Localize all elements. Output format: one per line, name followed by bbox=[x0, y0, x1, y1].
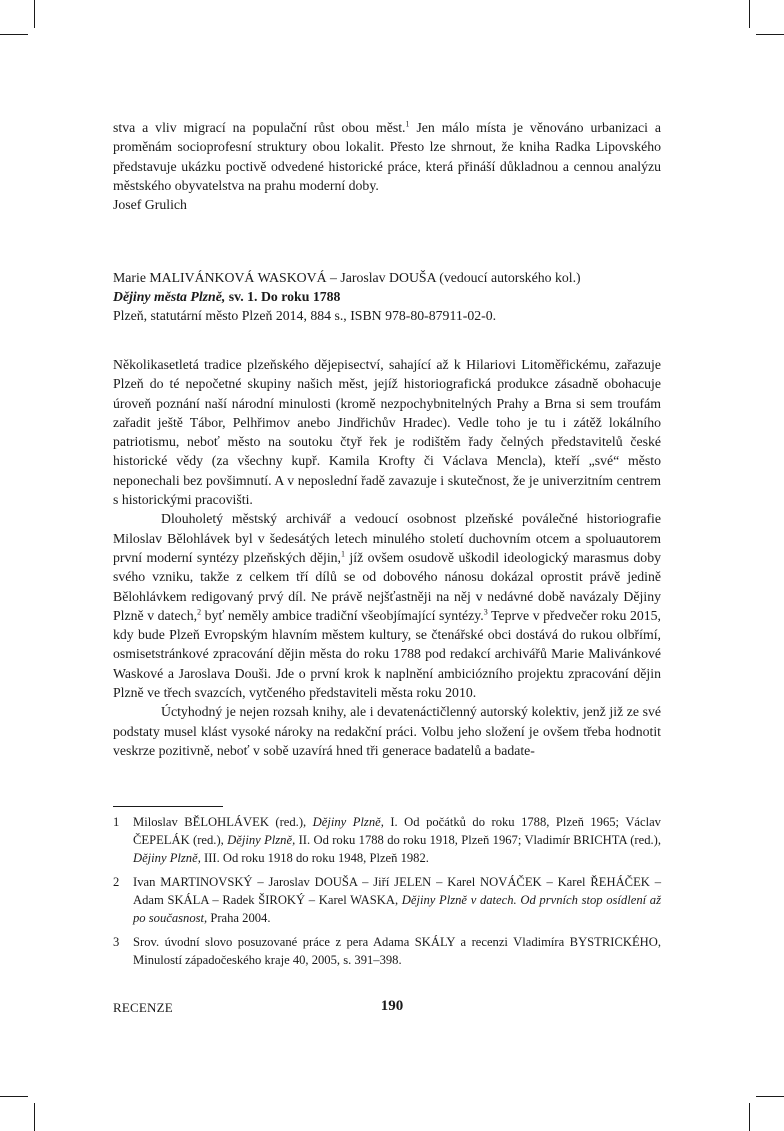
section-label: RECENZE bbox=[113, 1000, 173, 1015]
book-title-line bbox=[113, 287, 661, 306]
page-number: 190 bbox=[380, 998, 404, 1014]
review-bibliographic-entry bbox=[113, 268, 661, 325]
footnote-ref: 2 bbox=[197, 607, 202, 617]
crop-mark-top-right bbox=[749, 0, 750, 28]
footnote bbox=[113, 873, 661, 927]
review-body bbox=[113, 355, 661, 760]
footnote-separator bbox=[113, 806, 223, 807]
footnote-number: 3 bbox=[113, 935, 120, 949]
footnote-text: Miloslav BĚLOHLÁVEK (red.), Dějiny Plzně, I. Od počátků do roku 1788, Plzeň 1965; Václav ČEPELÁK (red.), Dějiny Plzně, II. Od roku 1788 do roku 1918, Plzeň 1967; Vladimír BRICHTA (red.), Dějiny Plzně, III. Od roku 1918 do roku 1948, Plzeň 1982. bbox=[133, 815, 661, 865]
crop-mark-right-bottom bbox=[756, 1096, 784, 1097]
footnote-text: Srov. úvodní slovo posuzované práce z pera Adama SKÁLY a recenzi Vladimíra BYSTRICKÉHO, Minulostí západočeského kraje 40, 2005, s. 391–398. bbox=[133, 935, 661, 967]
footnote bbox=[113, 813, 661, 867]
footnote-number: 2 bbox=[113, 875, 120, 889]
footnotes bbox=[113, 813, 661, 975]
review-paragraph: Několikasetletá tradice plzeňského dějepisectví, sahající až k Hilariovi Litoměřickému, zařazuje Plzeň do té nepočetné skupiny našich měst, jejíž historiografická produkce zásadně obohacuje úroveň poznání naší národní minulosti (kromě nezpochybnitelných Prahy a Brna si sem troufám zařadit ještě Tábor, Pelhřimov anebo Jindřichův Hradec). Vedle toho je tu i zátěž lokálního patriotismu, neboť město na soutoku čtyř řek je rodištěm řady čelných představitelů české historické vědy (za všechny kupř. Kamila Krofty či Václava Mencla), kteří „své“ město neponechali bez povšimnutí. A v neposlední řadě zavazuje i skutečnost, že je univerzitním centrem s historickými pracovišti. bbox=[113, 357, 661, 508]
footnote-number: 1 bbox=[113, 815, 120, 829]
footnote-ref: 1 bbox=[405, 119, 410, 129]
book-publication: Plzeň, statutární město Plzeň 2014, 884 s., ISBN 978-80-87911-02-0. bbox=[113, 308, 497, 323]
crop-mark-bottom-right bbox=[749, 1103, 750, 1131]
crop-mark-left-bottom bbox=[0, 1096, 28, 1097]
previous-review-paragraph: stva a vliv migrací na populační růst obou měst.$^1$ Jen málo místa je věnováno urbanizaci a proměnám socioprofesní struktury obou lokalit. Přesto lze shrnout, že kniha Radka Lipovského představuje ukázku poctivě odvedené historické práce, která přináší důkladnou a cennou analýzu městského obyvatelstva na prahu moderní doby. bbox=[113, 119, 661, 193]
crop-mark-bottom-left bbox=[34, 1103, 35, 1131]
book-title: Dějiny města Plzně, bbox=[113, 289, 226, 304]
review-signature: Josef Grulich bbox=[113, 197, 187, 213]
book-volume: sv. 1. Do roku 1788 bbox=[228, 289, 341, 304]
book-authors: Marie MALIVÁNKOVÁ WASKOVÁ – Jaroslav DOUŠA (vedoucí autorského kol.) bbox=[113, 270, 581, 285]
footnote bbox=[113, 933, 661, 969]
footnote-ref: 3 bbox=[483, 607, 488, 617]
previous-review-ending bbox=[113, 118, 661, 214]
footnote-ref: 1 bbox=[341, 549, 345, 559]
review-paragraph: Úctyhodný je nejen rozsah knihy, ale i devatenáctičlenný autorský kolektiv, jenž již ze své podstaty musel klást vysoké nároky na redakční práci. Volbu jeho složení je ovšem třeba hodnotit veskrze pozitivně, neboť v sobě uzavírá hned tři generace badatelů a badate- bbox=[113, 704, 661, 758]
footnote-text: Ivan MARTINOVSKÝ – Jaroslav DOUŠA – Jiří JELEN – Karel NOVÁČEK – Karel ŘEHÁČEK – Adam SKÁLA – Radek ŠIROKÝ – Karel WASKA, Dějiny Plzně v datech. Od prvních stop osídlení až po současnost, Praha 2004. bbox=[133, 875, 661, 925]
crop-mark-top-left bbox=[34, 0, 35, 28]
review-paragraph: Dlouholetý městský archivář a vedoucí osobnost plzeňské poválečné historiografie Miloslav Bělohlávek byl v šedesátých letech minulého století duchovním otcem a spoluautorem první moderní syntézy plzeňských dějin,$^1$ jíž ovšem osudově uškodil ideologický marasmus doby svého vzniku, takže z celkem tří dílů se od dobového nánosu dokázal oprostit právě jedině Bělohlávkem redigovaný prvý díl. Ne právě nejšťastněji na něj v nedávné době navázaly Dějiny Plzně v datech,$^2$ byť neměly ambice tradiční všeobjímající syntézy.$^3$ Teprve v předvečer roku 2015, kdy bude Plzeň Evropským hlavním městem kultury, se čtenářské obci dostává do rukou olbřímí, osmisetstránkové zpracování dějin města do roku 1788 pod redakcí archivářů Marie Malivánkové Waskové a Jaroslava Douši. Jde o první krok k naplnění ambiciózního projektu zpracování dějin Plzně ve třech svazcích, vytčeného představiteli města roku 2010. bbox=[113, 511, 661, 701]
crop-mark-left-top bbox=[0, 34, 28, 35]
crop-mark-right-top bbox=[756, 34, 784, 35]
